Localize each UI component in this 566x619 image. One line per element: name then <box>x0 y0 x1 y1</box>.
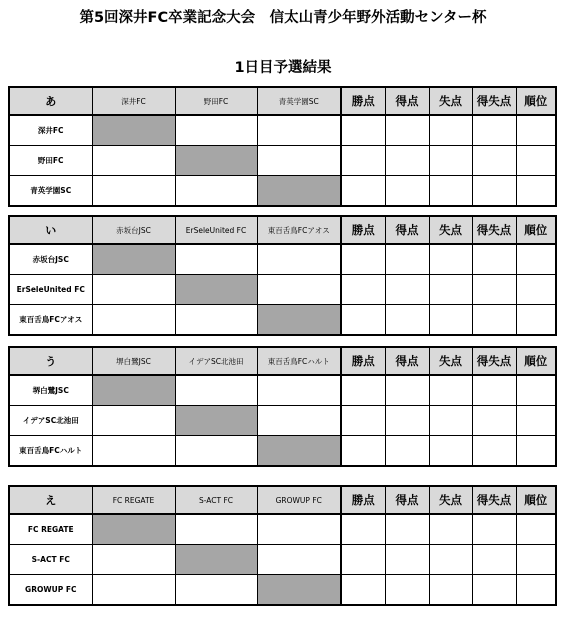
column-team-header: FC REGATE <box>92 486 175 514</box>
self-match-cell <box>257 436 341 467</box>
column-team-header: 深井FC <box>92 87 175 115</box>
stat-header: 順位 <box>516 486 556 514</box>
match-result-cell <box>92 575 175 606</box>
stat-cell <box>429 115 472 146</box>
match-result-cell <box>175 244 257 275</box>
self-match-cell <box>92 244 175 275</box>
stat-cell <box>516 375 556 406</box>
stat-header: 得失点 <box>472 87 516 115</box>
stat-cell <box>472 545 516 575</box>
table-row <box>9 436 556 467</box>
stat-cell <box>472 514 516 545</box>
stat-cell <box>516 514 556 545</box>
stat-cell <box>341 545 385 575</box>
match-result-cell <box>92 545 175 575</box>
stat-cell <box>516 275 556 305</box>
table-row <box>9 375 556 406</box>
stat-cell <box>429 436 472 467</box>
group-table <box>8 215 557 336</box>
match-result-cell <box>257 545 341 575</box>
column-team-header: 堺白鷺JSC <box>92 347 175 375</box>
match-result-cell <box>257 146 341 176</box>
stat-cell <box>472 436 516 467</box>
stat-cell <box>472 406 516 436</box>
stat-cell <box>516 115 556 146</box>
stat-cell <box>341 436 385 467</box>
row-team-name: GROWUP FC <box>9 575 92 606</box>
stat-cell <box>429 176 472 207</box>
stat-cell <box>385 406 429 436</box>
stat-cell <box>516 146 556 176</box>
self-match-cell <box>257 305 341 336</box>
row-team-name: 東百舌鳥FCハルト <box>9 436 92 467</box>
self-match-cell <box>175 146 257 176</box>
stat-cell <box>516 176 556 207</box>
stat-cell <box>341 115 385 146</box>
stat-header: 勝点 <box>341 347 385 375</box>
stat-cell <box>341 375 385 406</box>
stat-cell <box>516 575 556 606</box>
row-team-name: S-ACT FC <box>9 545 92 575</box>
match-result-cell <box>175 115 257 146</box>
table-row <box>9 244 556 275</box>
row-team-name: FC REGATE <box>9 514 92 545</box>
stat-header: 得点 <box>385 87 429 115</box>
stat-cell <box>472 275 516 305</box>
stat-cell <box>385 575 429 606</box>
column-team-header: 赤坂台JSC <box>92 216 175 244</box>
table-row <box>9 545 556 575</box>
stat-cell <box>472 575 516 606</box>
stat-cell <box>341 406 385 436</box>
stat-cell <box>341 305 385 336</box>
stat-cell <box>341 514 385 545</box>
group-label: い <box>9 216 92 244</box>
column-team-header: 野田FC <box>175 87 257 115</box>
stat-cell <box>385 115 429 146</box>
match-result-cell <box>92 176 175 207</box>
self-match-cell <box>92 375 175 406</box>
row-team-name: 深井FC <box>9 115 92 146</box>
page-title: 第5回深井FC卒業記念大会 信太山青少年野外活動センター杯 <box>79 10 487 26</box>
stat-cell <box>472 375 516 406</box>
stat-header: 得失点 <box>472 347 516 375</box>
table-row <box>9 146 556 176</box>
stat-cell <box>341 575 385 606</box>
match-result-cell <box>257 115 341 146</box>
table-row <box>9 514 556 545</box>
stat-cell <box>429 244 472 275</box>
stat-cell <box>429 545 472 575</box>
match-result-cell <box>257 514 341 545</box>
match-result-cell <box>175 375 257 406</box>
group-table <box>8 485 557 606</box>
row-team-name: 東百舌鳥FCアオス <box>9 305 92 336</box>
group-table <box>8 346 557 467</box>
stat-header: 順位 <box>516 347 556 375</box>
group-label: あ <box>9 87 92 115</box>
table-row <box>9 575 556 606</box>
match-result-cell <box>92 146 175 176</box>
page-subtitle: 1日目予選結果 <box>234 60 332 76</box>
row-team-name: 堺白鷺JSC <box>9 375 92 406</box>
stat-header: 勝点 <box>341 216 385 244</box>
row-team-name: ErSeleUnited FC <box>9 275 92 305</box>
match-result-cell <box>257 375 341 406</box>
stat-cell <box>516 305 556 336</box>
table-row <box>9 406 556 436</box>
stat-cell <box>341 176 385 207</box>
column-team-header: 東百舌鳥FCハルト <box>257 347 341 375</box>
stat-cell <box>385 436 429 467</box>
table-row <box>9 305 556 336</box>
stat-cell <box>429 575 472 606</box>
stat-cell <box>472 115 516 146</box>
stat-cell <box>429 375 472 406</box>
stat-header: 順位 <box>516 87 556 115</box>
stat-cell <box>341 146 385 176</box>
self-match-cell <box>175 275 257 305</box>
match-result-cell <box>175 436 257 467</box>
table-row <box>9 115 556 146</box>
stat-cell <box>472 176 516 207</box>
table-row <box>9 176 556 207</box>
stat-cell <box>472 146 516 176</box>
stat-cell <box>516 406 556 436</box>
match-result-cell <box>92 406 175 436</box>
stat-cell <box>429 305 472 336</box>
self-match-cell <box>92 115 175 146</box>
column-team-header: GROWUP FC <box>257 486 341 514</box>
stat-cell <box>385 275 429 305</box>
stat-header: 得点 <box>385 486 429 514</box>
self-match-cell <box>175 406 257 436</box>
stat-header: 順位 <box>516 216 556 244</box>
column-team-header: S-ACT FC <box>175 486 257 514</box>
self-match-cell <box>92 514 175 545</box>
stat-header: 失点 <box>429 347 472 375</box>
self-match-cell <box>175 545 257 575</box>
self-match-cell <box>257 575 341 606</box>
stat-cell <box>429 275 472 305</box>
group-label: え <box>9 486 92 514</box>
stat-header: 勝点 <box>341 87 385 115</box>
stat-cell <box>385 514 429 545</box>
stat-header: 得失点 <box>472 486 516 514</box>
match-result-cell <box>175 176 257 207</box>
stat-header: 得点 <box>385 347 429 375</box>
column-team-header: イデアSC北池田 <box>175 347 257 375</box>
stat-cell <box>341 275 385 305</box>
stat-cell <box>472 244 516 275</box>
row-team-name: イデアSC北池田 <box>9 406 92 436</box>
column-team-header: 東百舌鳥FCアオス <box>257 216 341 244</box>
stat-cell <box>516 545 556 575</box>
stat-header: 失点 <box>429 87 472 115</box>
group-table <box>8 86 557 207</box>
stat-cell <box>341 244 385 275</box>
self-match-cell <box>257 176 341 207</box>
match-result-cell <box>257 275 341 305</box>
stat-cell <box>429 406 472 436</box>
match-result-cell <box>257 244 341 275</box>
row-team-name: 赤坂台JSC <box>9 244 92 275</box>
match-result-cell <box>175 514 257 545</box>
match-result-cell <box>175 575 257 606</box>
match-result-cell <box>257 406 341 436</box>
table-row <box>9 275 556 305</box>
stat-header: 失点 <box>429 486 472 514</box>
stat-header: 勝点 <box>341 486 385 514</box>
match-result-cell <box>92 275 175 305</box>
row-team-name: 野田FC <box>9 146 92 176</box>
stat-cell <box>385 244 429 275</box>
group-label: う <box>9 347 92 375</box>
row-team-name: 青英学園SC <box>9 176 92 207</box>
match-result-cell <box>92 305 175 336</box>
column-team-header: 青英学園SC <box>257 87 341 115</box>
stat-cell <box>472 305 516 336</box>
stat-header: 得点 <box>385 216 429 244</box>
stat-header: 得失点 <box>472 216 516 244</box>
stat-cell <box>429 514 472 545</box>
match-result-cell <box>175 305 257 336</box>
stat-cell <box>516 436 556 467</box>
stat-cell <box>516 244 556 275</box>
stat-cell <box>385 146 429 176</box>
column-team-header: ErSeleUnited FC <box>175 216 257 244</box>
stat-cell <box>385 176 429 207</box>
stat-header: 失点 <box>429 216 472 244</box>
stat-cell <box>385 375 429 406</box>
match-result-cell <box>92 436 175 467</box>
stat-cell <box>385 545 429 575</box>
stat-cell <box>429 146 472 176</box>
stat-cell <box>385 305 429 336</box>
